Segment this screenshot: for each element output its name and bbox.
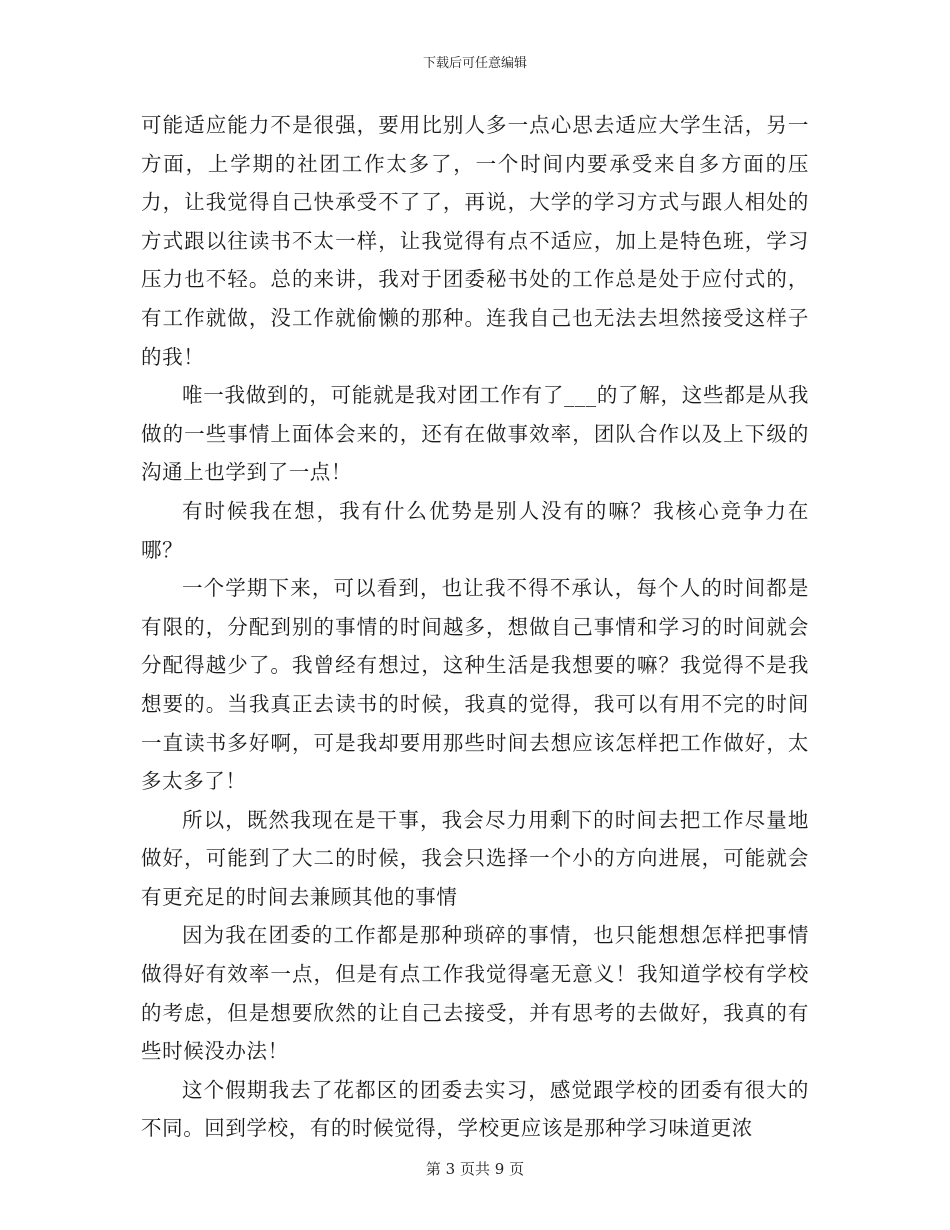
paragraph-4: 一个学期下来，可以看到，也让我不得不承认，每个人的时间都是有限的，分配到别的事情的时间越多，想做自己事情和学习的时间就会分配得越少了。我曾经有想过，这种生活是我想要的嘛？我觉得不是我想要的。当我真正去读书的时候，我真的觉得，我可以有用不完的时间一直读书多好啊，可是我却要用那些时间去想应该怎样把工作做好，太多太多了！ <box>141 576 809 794</box>
document-body <box>141 106 809 1148</box>
paragraph-2: 唯一我做到的，可能就是我对团工作有了___的了解，这些都是从我做的一些事情上面体会来的，还有在做事效率，团队合作以及上下级的沟通上也学到了一点！ <box>141 383 809 485</box>
paragraph-6: 因为我在团委的工作都是那种琐碎的事情，也只能想想怎样把事情做得好有效率一点，但是有点工作我觉得毫无意义！我知道学校有学校的考虑，但是想要欣然的让自己去接受，并有思考的去做好，我真的有些时候没办法！ <box>141 923 809 1064</box>
page-header: 下载后可任意编辑 <box>422 56 527 71</box>
paragraph-7: 这个假期我去了花都区的团委去实习，感觉跟学校的团委有很大的不同。回到学校，有的时候觉得，学校更应该是那种学习味道更浓 <box>141 1077 809 1141</box>
page-footer: 第 3 页共 9 页 <box>425 1160 525 1178</box>
paragraph-1: 可能适应能力不是很强，要用比别人多一点心思去适应大学生活，另一方面，上学期的社团工作太多了，一个时间内要承受来自多方面的压力，让我觉得自己快承受不了了，再说，大学的学习方式与跟人相处的方式跟以往读书不太一样，让我觉得有点不适应，加上是特色班，学习压力也不轻。总的来讲，我对于团委秘书处的工作总是处于应付式的，有工作就做，没工作就偷懒的那种。连我自己也无法去坦然接受这样子的我！ <box>141 113 809 369</box>
paragraph-5: 所以，既然我现在是干事，我会尽力用剩下的时间去把工作尽量地做好，可能到了大二的时候，我会只选择一个小的方向进展，可能就会有更充足的时间去兼顾其他的事情 <box>141 807 809 909</box>
paragraph-3: 有时候我在想，我有什么优势是别人没有的嘛？我核心竞争力在哪？ <box>141 498 809 562</box>
